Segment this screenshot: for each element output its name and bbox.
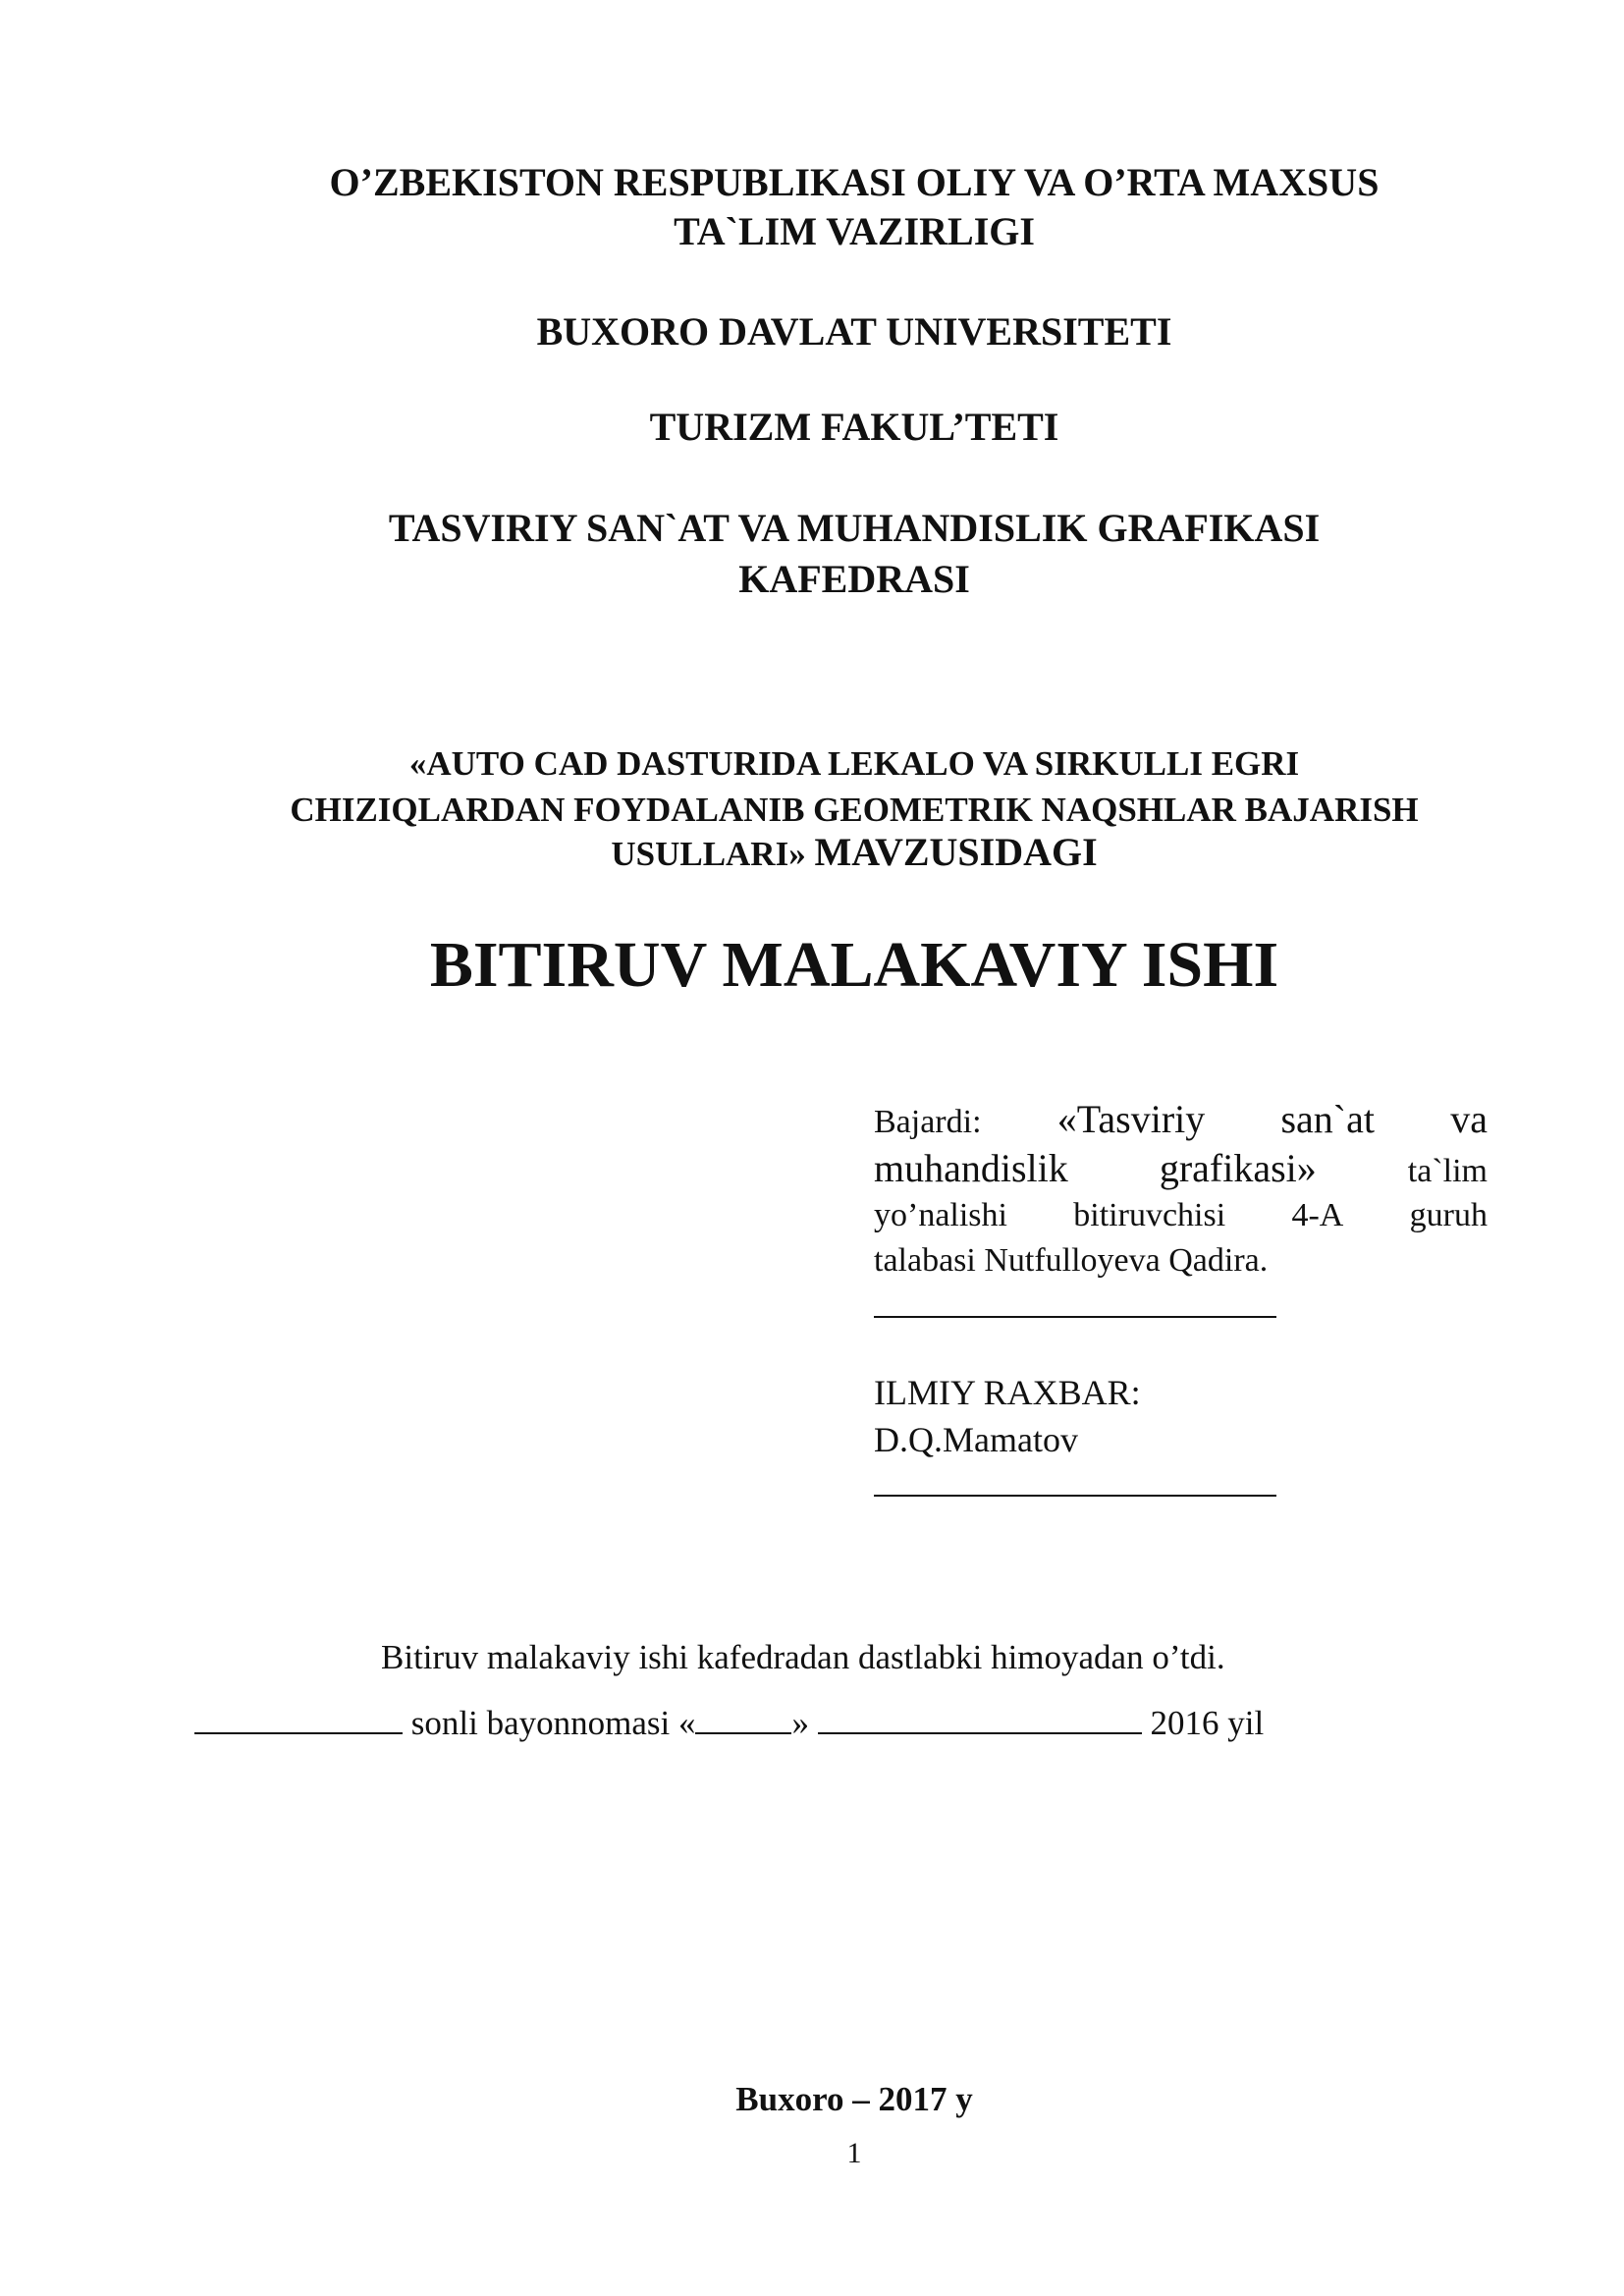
faculty-name: TURIZM FAKUL’TETI — [649, 405, 1059, 449]
author-line-2 — [874, 1146, 1488, 1190]
author-word: bitiruvchisi — [1073, 1197, 1226, 1233]
author-word: grafikasi» — [1159, 1146, 1317, 1190]
thesis-topic-line-1: «AUTO CAD DASTURIDA LEKALO VA SIRKULLI EGRI — [408, 744, 1300, 783]
protocol-line — [194, 1706, 1264, 1740]
author-word: guruh — [1409, 1197, 1488, 1233]
author-signature-line — [874, 1316, 1276, 1318]
ministry-name-line-2: TA`LIM VAZIRLIGI — [674, 209, 1035, 253]
supervisor-label: ILMIY RAXBAR: — [874, 1373, 1141, 1412]
author-line-3 — [874, 1199, 1488, 1232]
thesis-topic-methods: USULLARI» — [611, 835, 815, 873]
author-word: muhandislik — [874, 1146, 1068, 1190]
supervisor-signature-line — [874, 1495, 1276, 1497]
year-text: 2016 yil — [1141, 1704, 1265, 1742]
thesis-topic-suffix: MAVZUSIDAGI — [814, 830, 1098, 874]
author-word: va — [1450, 1097, 1488, 1141]
thesis-topic-line-2: CHIZIQLARDAN FOYDALANIB GEOMETRIK NAQSHLAR BAJARISH — [290, 791, 1419, 829]
quote-close: » — [791, 1704, 818, 1742]
day-blank — [695, 1732, 791, 1734]
author-word: 4-A — [1291, 1197, 1344, 1233]
month-blank — [818, 1732, 1142, 1734]
author-supervisor-block — [874, 0, 1488, 1532]
protocol-text: sonli bayonnomasi « — [403, 1704, 696, 1742]
author-word: ta`lim — [1407, 1153, 1488, 1189]
department-name-line-2: KAFEDRASI — [738, 557, 970, 601]
author-word: «Tasviriy — [1056, 1097, 1206, 1141]
document-title: BITIRUV MALAKAVIY ISHI — [429, 929, 1279, 1001]
author-line-1 — [874, 1097, 1488, 1141]
author-word: yo’nalishi — [874, 1197, 1007, 1233]
department-name-line-1: TASVIRIY SAN`AT VA MUHANDISLIK GRAFIKASI — [388, 506, 1321, 550]
page-number: 1 — [846, 2137, 862, 2169]
university-name: BUXORO DAVLAT UNIVERSITETI — [536, 309, 1172, 354]
city-year: Buxoro – 2017 y — [735, 2080, 973, 2118]
protocol-number-blank — [194, 1732, 403, 1734]
author-word: Bajardi: — [874, 1104, 982, 1140]
defense-statement: Bitiruv malakaviy ishi kafedradan dastlabki himoyadan o’tdi. — [381, 1638, 1225, 1676]
author-line-4: talabasi Nutfulloyeva Qadira. — [874, 1242, 1269, 1279]
author-word: san`at — [1280, 1097, 1375, 1141]
supervisor-name: D.Q.Mamatov — [874, 1420, 1078, 1459]
ministry-name-line-1: O’ZBEKISTON RESPUBLIKASI OLIY VA O’RTA MAXSUS — [329, 160, 1380, 204]
